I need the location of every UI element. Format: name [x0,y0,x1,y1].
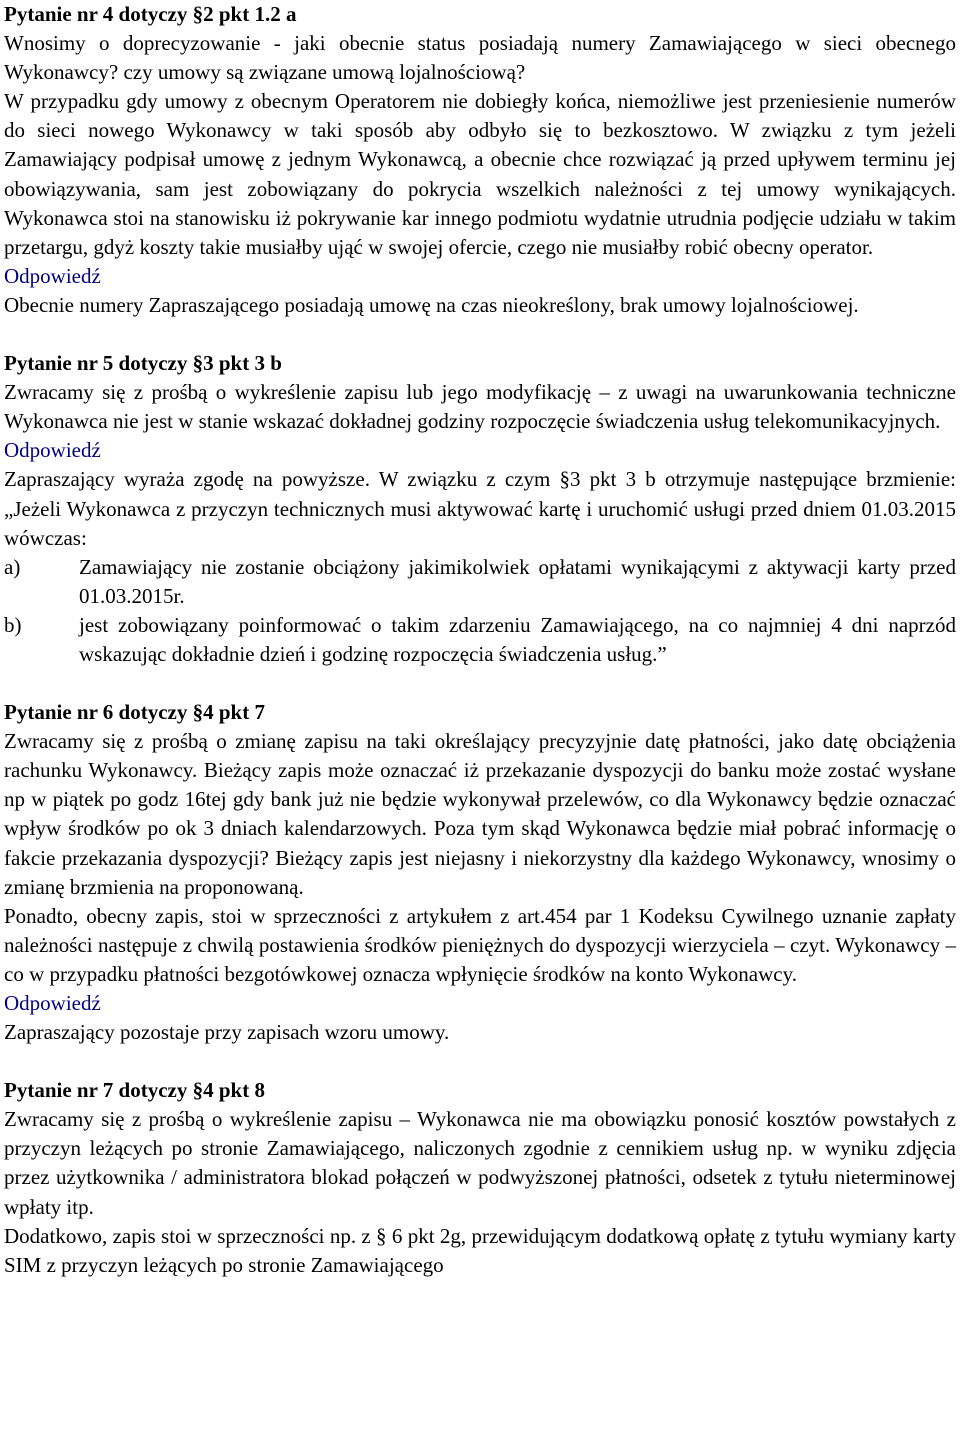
answer-label: Odpowiedź [4,438,101,463]
question-heading: Pytanie nr 5 dotyczy §3 pkt 3 b [4,351,282,376]
question-paragraph: Wnosimy o doprecyzowanie - jaki obecnie status posiadają numery Zamawiającego w sieci obecnego Wykonawcy? czy umowy są związane umową lojalnościową? [4,31,956,85]
answer-list-item [4,611,956,669]
question-paragraph: Zwracamy się z prośbą o wykreślenie zapisu lub jego modyfikację – z uwagi na uwarunkowania techniczne Wykonawca nie jest w stanie wskazać dokładnej godziny rozpoczęcie świadczenia usług telekomunikacyjnych. [4,380,956,434]
list-text: Zamawiający nie zostanie obciążony jakimikolwiek opłatami wynikającymi z aktywacji karty przed 01.03.2015r. [79,554,956,608]
question-paragraph: Ponadto, obecny zapis, stoi w sprzeczności z artykułem z art.454 par 1 Kodeksu Cywilnego uznanie zapłaty należności następuje z chwilą postawienia środków pieniężnych do dyspozycji wierzyciela – czyt. Wykonawcy – co w przypadku płatności bezgotówkowej oznacza wpłynięcie środków na konto Wykonawcy. [4,903,956,986]
answer-paragraph: Zapraszający wyraża zgodę na powyższe. W związku z czym §3 pkt 3 b otrzymuje następujące brzmienie: „Jeżeli Wykonawca z przyczyn technicznych musi aktywować kartę i uruchomić usługi przed dniem 01.03.2015 wówczas: [4,467,956,550]
answer-paragraph: Obecnie numery Zapraszającego posiadają umowę na czas nieokreślony, brak umowy lojalnościowej. [4,292,859,317]
answer-label: Odpowiedź [4,263,101,288]
answer-label: Odpowiedź [4,991,101,1015]
question-section-6 [4,698,956,1047]
list-marker: b) [4,612,22,637]
question-paragraph: W przypadku gdy umowy z obecnym Operatorem nie dobiegły końca, niemożliwe jest przeniesienie numerów do sieci nowego Wykonawcy w taki sposób aby odbyło się to bezkosztowo. W związku z tym jeżeli Zamawiający podpisał umowę z jednym Wykonawcą, a obecnie chce rozwiązać ją przed upływem terminu jej obowiązywania, sam jest zobowiązany do pokrycia wszelkich należności z tej umowy wynikających. Wykonawca stoi na stanowisku iż pokrywanie kar innego podmiotu wydatnie utrudnia podjęcie udziału w takim przetargu, gdyż koszty takie musiałby ująć w swojej ofercie, czego nie musiałby robić obecny operator. [4,89,956,259]
question-heading: Pytanie nr 6 dotyczy §4 pkt 7 [4,700,265,725]
list-marker: a) [4,554,21,579]
list-text: jest zobowiązany poinformować o takim zdarzeniu Zamawiającego, na co najmniej 4 dni naprzód wskazując dokładnie dzień i godzinę rozpoczęcia świadczenia usług.” [79,612,956,666]
question-heading: Pytanie nr 4 dotyczy §2 pkt 1.2 a [4,2,297,26]
answer-list-item [4,553,956,611]
question-section-4 [4,0,956,320]
question-heading: Pytanie nr 7 dotyczy §4 pkt 8 [4,1078,265,1103]
question-paragraph: Zwracamy się z prośbą o wykreślenie zapisu – Wykonawca nie ma obowiązku ponosić kosztów powstałych z przyczyn leżących po stronie Zamawiającego, naliczonych zgodnie z cennikiem usług np. w wyniku zdjęcia przez użytkownika / administratora blokad połączeń w podwyższonej płatności, odsetek z tytułu nieterminowej wpłaty itp. [4,1107,956,1219]
question-paragraph: Dodatkowo, zapis stoi w sprzeczności np. z § 6 pkt 2g, przewidującym dodatkową opłatę z tytułu wymiany karty SIM z przyczyn leżących po stronie Zamawiającego [4,1223,956,1277]
question-section-7 [4,1076,956,1280]
question-section-5 [4,349,956,669]
answer-paragraph: Zapraszający pozostaje przy zapisach wzoru umowy. [4,1020,450,1045]
question-paragraph: Zwracamy się z prośbą o zmianę zapisu na taki określający precyzyjnie datę płatności, jako datę obciążenia rachunku Wykonawcy. Bieżący zapis może oznaczać iż przekazanie dyspozycji do banku może zostać wysłane np w piątek po godz 16tej gdy bank już nie będzie wykonywał przelewów, co dla Wykonawcy będzie oznaczać wpływ środków po ok 3 dniach kalendarzowych. Poza tym skąd Wykonawca będzie miał pobrać informację o fakcie przekazania dyspozycji? Bieżący zapis jest niejasny i niekorzystny dla każdego Wykonawcy, wnosimy o zmianę brzmienia na proponowaną. [4,729,956,899]
